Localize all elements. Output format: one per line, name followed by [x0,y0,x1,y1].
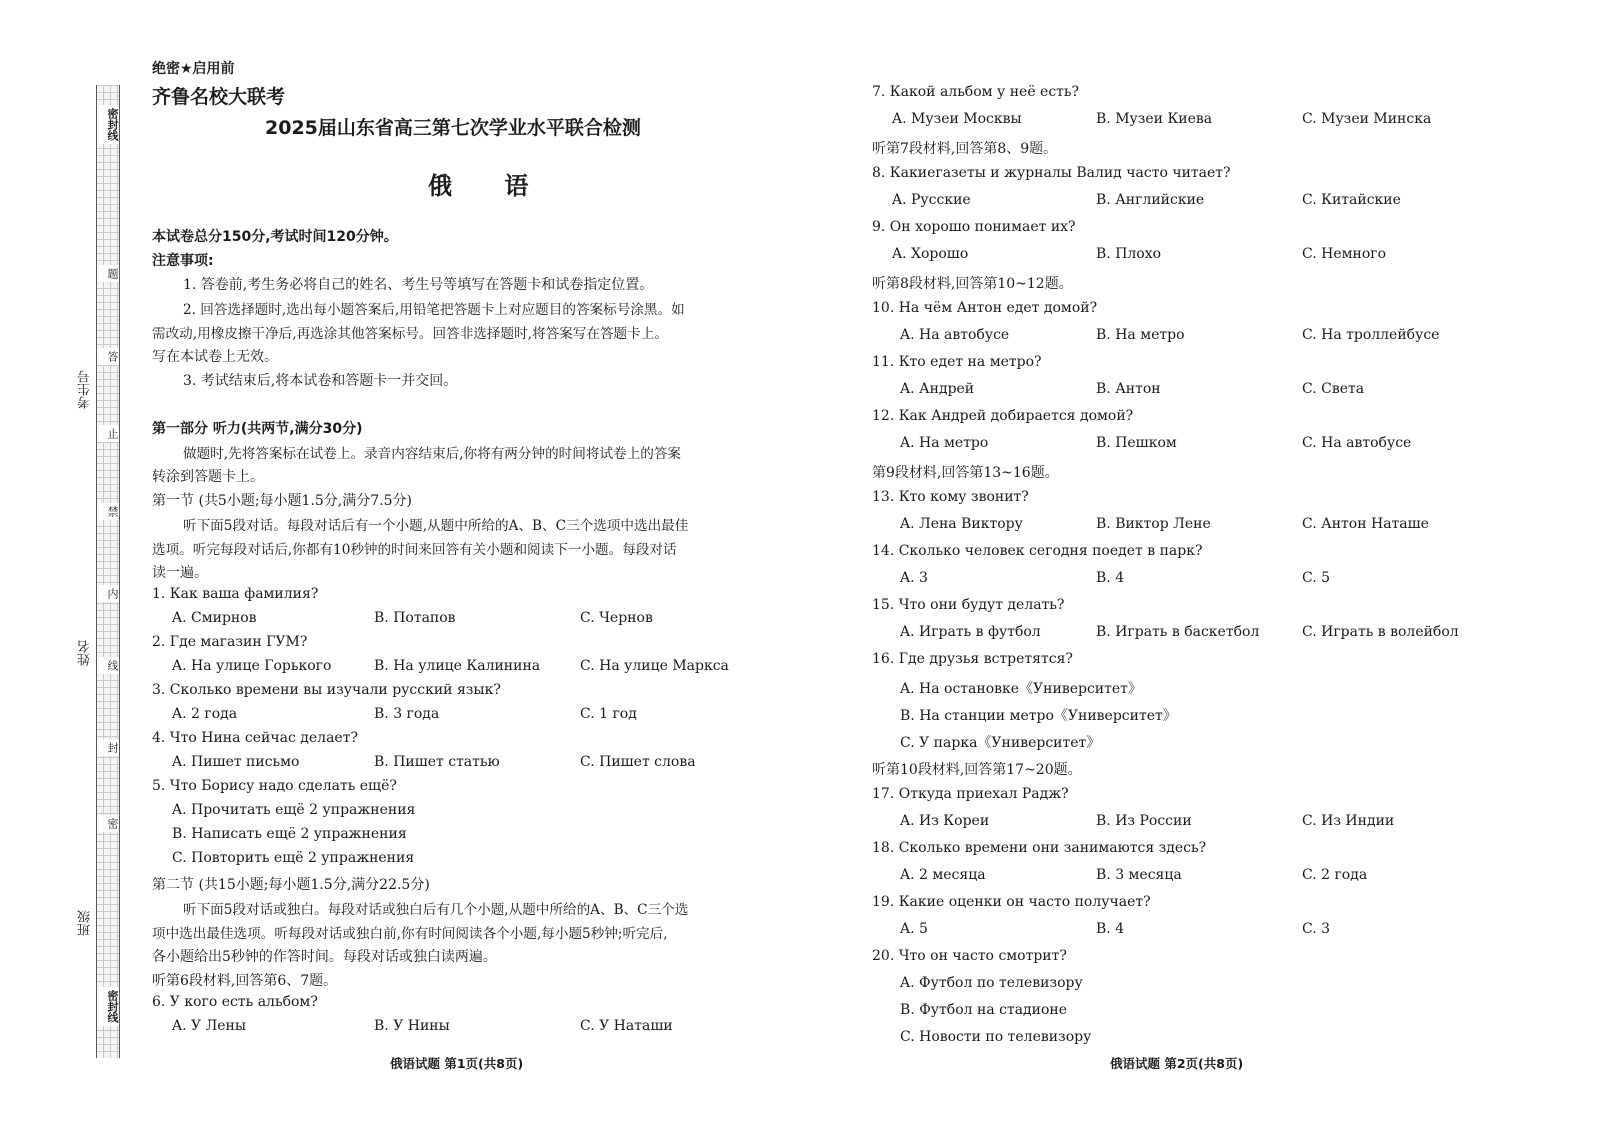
option-12b: B. Пешком [1096,435,1177,451]
option-19c: C. 3 [1302,921,1331,937]
option-13a: A. Лена Виктору [900,516,1023,532]
question-7: 7. Какой альбом у неё есть? [872,84,1080,100]
notice-2-line3: 写在本试卷上无效。 [152,349,278,365]
option-13c: C. Антон Наташе [1302,516,1429,532]
option-9b: B. Плохо [1096,246,1162,262]
section1-instr-line1: 听下面5段对话。每段对话后有一个小题,从题中所给的A、B、C三个选项中选出最佳 [183,518,689,534]
part1-heading: 第一部分 听力(共两节,满分30分) [152,421,363,437]
option-17a: A. Из Кореи [900,813,990,829]
option-2a: A. На улице Горького [172,658,332,674]
question-19: 19. Какие оценки он часто получает? [872,894,1151,910]
option-15b: B. Играть в баскетбол [1096,624,1260,640]
option-3c: C. 1 год [580,706,637,722]
question-20: 20. Что он часто смотрит? [872,948,1067,964]
seal-mark-bottom: 密封线 [97,987,119,1026]
notice-2-line2: 需改动,用橡皮擦干净后,再选涂其他答案标号。回答非选择题时,将答案写在答题卡上。 [152,326,668,342]
binding-char-xian: 线 [97,657,119,674]
option-20c: C. Новости по телевизору [900,1029,1092,1045]
option-3b: B. 3 года [374,706,440,722]
option-10c: C. На троллейбусе [1302,327,1440,343]
option-12c: C. На автобусе [1302,435,1412,451]
option-1a: A. Смирнов [172,610,257,626]
binding-char-mi: 密 [97,815,119,832]
option-6a: A. У Лены [172,1018,247,1034]
segment-7-note: 听第7段材料,回答第8、9题。 [872,141,1058,157]
option-6b: B. У Нины [374,1018,450,1034]
option-4c: C. Пишет слова [580,754,696,770]
binding-char-feng: 封 [97,739,119,756]
option-19b: B. 4 [1096,921,1125,937]
school-name: 齐鲁名校大联考 [152,86,286,108]
segment-8-note: 听第8段材料,回答第10~12题。 [872,276,1073,292]
segment-9-note: 第9段材料,回答第13~16题。 [872,465,1059,481]
binding-char-da: 答 [97,348,119,365]
question-6: 6. У кого есть альбом? [152,994,318,1010]
label-class: 班级 [78,910,93,936]
option-4a: A. Пишет письмо [172,754,300,770]
option-7c: C. Музеи Минска [1302,111,1432,127]
question-14: 14. Сколько человек сегодня поедет в парк? [872,543,1203,559]
option-8c: C. Китайские [1302,192,1401,208]
option-5c: C. Повторить ещё 2 упражнения [172,850,415,866]
notice-3: 3. 考试结束后,将本试卷和答题卡一并交回。 [183,373,458,389]
question-3: 3. Сколько времени вы изучали русский язык? [152,682,501,698]
section2-instr-line2: 项中选出最佳选项。听每段对话或独白前,你有时间阅读各个小题,每小题5秒钟;听完后, [152,926,668,942]
option-20b: B. Футбол на стадионе [900,1002,1068,1018]
binding-char-jin: 禁 [97,503,119,520]
option-17b: B. Из России [1096,813,1192,829]
option-2b: B. На улице Калинина [374,658,541,674]
option-16a: A. На остановке《Университет》 [900,681,1142,697]
option-10a: A. На автобусе [900,327,1010,343]
option-9c: C. Немного [1302,246,1387,262]
option-4b: B. Пишет статью [374,754,500,770]
option-10b: B. На метро [1096,327,1185,343]
segment-10-note: 听第10段材料,回答第17~20题。 [872,762,1082,778]
notice-1: 1. 答卷前,考生务必将自己的姓名、考生号等填写在答题卡和试卷指定位置。 [183,277,654,293]
option-19a: A. 5 [900,921,928,937]
segment-6-note: 听第6段材料,回答第6、7题。 [152,973,338,989]
seal-mark-top: 密封线 [97,105,119,144]
option-8a: A. Русские [892,192,971,208]
page-footer-2: 俄语试题 第2页(共8页) [1110,1056,1244,1071]
confidential-label: 绝密★启用前 [152,61,235,77]
question-12: 12. Как Андрей добирается домой? [872,408,1134,424]
option-16b: B. На станции метро《Университет》 [900,708,1177,724]
label-exam-number: 考生号 [78,370,93,409]
option-1b: B. Потапов [374,610,456,626]
question-8: 8. Какиегазеты и журналы Валид часто читает? [872,165,1231,181]
option-2c: C. На улице Маркса [580,658,729,674]
question-4: 4. Что Нина сейчас делает? [152,730,358,746]
option-11c: C. Света [1302,381,1365,397]
option-12a: A. На метро [900,435,989,451]
part1-instr-line1: 做题时,先将答案标在试卷上。录音内容结束后,你将有两分钟的时间将试卷上的答案 [183,446,682,462]
question-9: 9. Он хорошо понимает их? [872,219,1076,235]
option-11b: B. Антон [1096,381,1161,397]
option-20a: A. Футбол по телевизору [900,975,1083,991]
option-5b: B. Написать ещё 2 упражнения [172,826,407,842]
score-line: 本试卷总分150分,考试时间120分钟。 [152,229,398,245]
question-13: 13. Кто кому звонит? [872,489,1029,505]
binding-char-nei: 内 [97,585,119,602]
question-16: 16. Где друзья встретятся? [872,651,1073,667]
option-7a: A. Музеи Москвы [892,111,1022,127]
option-14c: C. 5 [1302,570,1331,586]
notice-title: 注意事项: [152,253,214,269]
option-8b: B. Английские [1096,192,1205,208]
section1-instr-line2: 选项。听完每段对话后,你都有10秒钟的时间来回答有关小题和阅读下一小题。每段对话 [152,542,677,558]
section2-heading: 第二节 (共15小题;每小题1.5分,满分22.5分) [152,877,430,893]
section1-instr-line3: 读一遍。 [152,565,208,581]
notice-2-line1: 2. 回答选择题时,选出每小题答案后,用铅笔把答题卡上对应题目的答案标号涂黑。如 [183,302,685,318]
question-5: 5. Что Борису надо сделать ещё? [152,778,397,794]
option-7b: B. Музеи Киева [1096,111,1213,127]
section2-instr-line1: 听下面5段对话或独白。每段对话或独白后有几个小题,从题中所给的A、B、C三个选 [183,902,689,918]
question-2: 2. Где магазин ГУМ? [152,634,308,650]
option-6c: C. У Наташи [580,1018,673,1034]
option-18b: B. 3 месяца [1096,867,1182,883]
option-9a: A. Хорошо [892,246,969,262]
question-1: 1. Как ваша фамилия? [152,586,319,602]
subject-title: 俄 语 [428,172,551,200]
exam-title: 2025届山东省高三第七次学业水平联合检测 [265,117,641,139]
option-5a: A. Прочитать ещё 2 упражнения [172,802,416,818]
binding-char-ti: 题 [97,265,119,282]
question-11: 11. Кто едет на метро? [872,354,1042,370]
option-15c: C. Играть в волейбол [1302,624,1459,640]
binding-strip [96,85,120,1058]
question-18: 18. Сколько времени они занимаются здесь? [872,840,1207,856]
section1-heading: 第一节 (共5小题;每小题1.5分,满分7.5分) [152,493,412,509]
option-11a: A. Андрей [900,381,975,397]
option-15a: A. Играть в футбол [900,624,1041,640]
page-footer-1: 俄语试题 第1页(共8页) [390,1056,524,1071]
option-13b: B. Виктор Лене [1096,516,1211,532]
option-3a: A. 2 года [172,706,238,722]
part1-instr-line2: 转涂到答题卡上。 [152,469,264,485]
option-16c: C. У парка《Университет》 [900,735,1101,751]
question-17: 17. Откуда приехал Радж? [872,786,1069,802]
option-18c: C. 2 года [1302,867,1368,883]
question-10: 10. На чём Антон едет домой? [872,300,1098,316]
label-name: 姓名 [78,640,93,666]
binding-char-zhi: 止 [97,425,119,442]
section2-instr-line3: 各小题给出5秒钟的作答时间。每段对话或独白读两遍。 [152,949,497,965]
option-1c: C. Чернов [580,610,653,626]
option-18a: A. 2 месяца [900,867,986,883]
option-14a: A. 3 [900,570,928,586]
option-17c: C. Из Индии [1302,813,1395,829]
question-15: 15. Что они будут делать? [872,597,1065,613]
option-14b: B. 4 [1096,570,1125,586]
